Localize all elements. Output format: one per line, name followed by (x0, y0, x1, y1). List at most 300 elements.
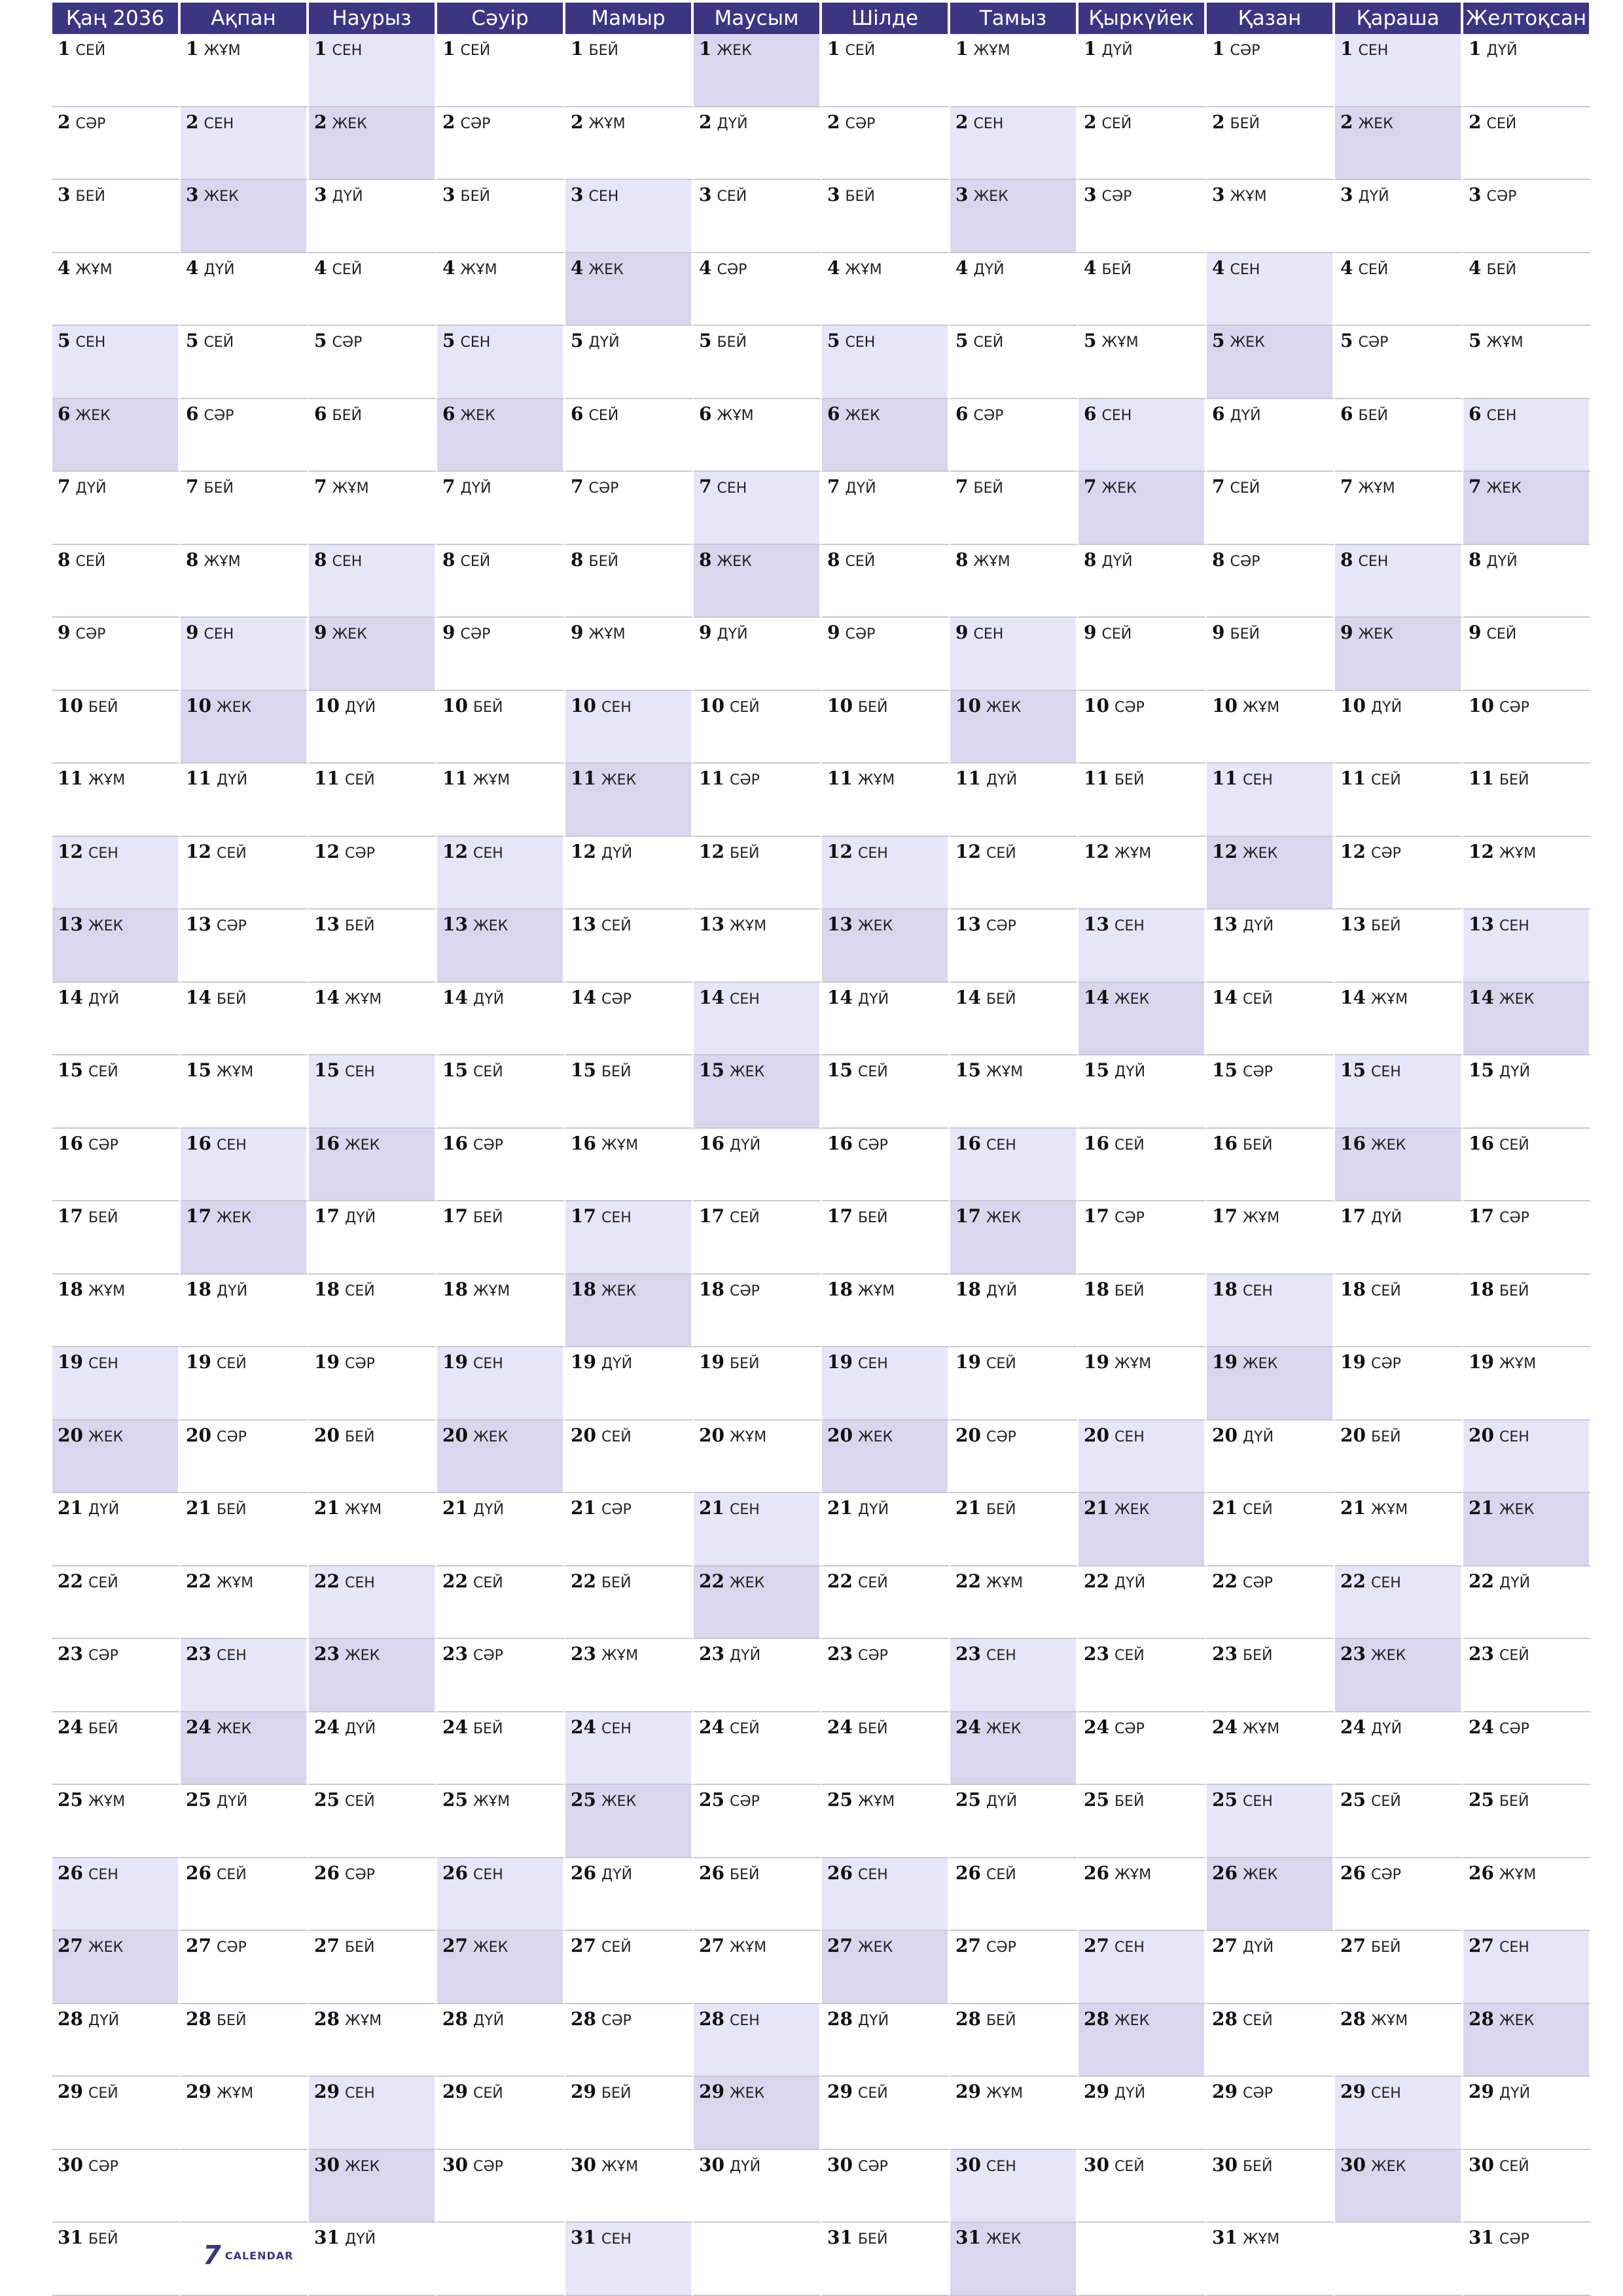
day-cell (1335, 1931, 1463, 2004)
weekday-label: ДҮЙ (344, 699, 376, 716)
day-number: 18 (186, 1278, 211, 1300)
day-number: 21 (1469, 1497, 1494, 1519)
day-number: 15 (1212, 1059, 1238, 1081)
day-cell (1079, 545, 1207, 618)
day-number: 15 (827, 1059, 853, 1081)
day-number: 11 (955, 768, 981, 789)
day-cell (565, 180, 694, 253)
day-cell (565, 2004, 694, 2077)
weekday-label: ДҮЙ (1242, 1939, 1274, 1956)
weekday-label: ДҮЙ (1242, 918, 1274, 934)
day-cell (181, 1275, 309, 1348)
weekday-label: СЕН (729, 2012, 760, 2029)
day-number: 16 (955, 1132, 981, 1154)
weekday-label: СЕЙ (1370, 1282, 1401, 1299)
day-number: 14 (1340, 986, 1366, 1008)
day-cell (309, 618, 437, 691)
weekday-label: ЖҰМ (1358, 480, 1395, 497)
weekday-label: СЕЙ (344, 1793, 375, 1810)
day-cell (1335, 472, 1463, 545)
weekday-label: ЖҰМ (216, 1064, 254, 1080)
day-number: 3 (314, 184, 327, 205)
day-cell (52, 1858, 181, 1932)
weekday-label: ДҮЙ (986, 772, 1018, 788)
weekday-label: ЖҰМ (986, 1064, 1024, 1080)
weekday-label: ЖҰМ (857, 1282, 895, 1299)
day-cell (822, 1712, 950, 1786)
day-number: 17 (1212, 1205, 1238, 1227)
weekday-label: СЕЙ (88, 1064, 118, 1080)
weekday-label: СЕЙ (88, 1574, 118, 1591)
day-number: 28 (827, 2007, 853, 2030)
weekday-label: СӘР (1242, 1574, 1273, 1591)
weekday-label: ДҮЙ (88, 1502, 120, 1518)
weekday-label: СЕЙ (729, 1720, 760, 1737)
weekday-label: СЕЙ (460, 553, 491, 570)
weekday-label: ДҮЙ (1114, 2085, 1146, 2102)
weekday-label: ДҮЙ (601, 845, 633, 862)
day-number: 5 (571, 330, 584, 351)
day-number: 24 (699, 1716, 724, 1738)
weekday-label: ДҮЙ (729, 1137, 761, 1154)
day-cell (1079, 837, 1207, 910)
day-number: 7 (442, 476, 455, 497)
day-number: 25 (955, 1789, 981, 1810)
empty-day-cell (181, 2150, 309, 2223)
day-number: 6 (58, 402, 71, 425)
day-cell (1335, 1566, 1463, 1640)
day-cell (694, 2077, 822, 2150)
day-number: 8 (699, 548, 712, 571)
day-number: 31 (58, 2227, 83, 2248)
day-cell (950, 1275, 1079, 1348)
day-cell (1207, 399, 1335, 472)
weekday-label: СӘР (460, 115, 491, 132)
day-number: 2 (1340, 111, 1353, 133)
day-number: 6 (955, 402, 969, 425)
day-cell (309, 472, 437, 545)
day-number: 2 (571, 111, 584, 133)
day-cell (1335, 180, 1463, 253)
day-cell (950, 326, 1079, 399)
day-number: 1 (1469, 38, 1482, 60)
day-number: 21 (58, 1497, 83, 1519)
day-cell (1079, 1493, 1207, 1566)
day-number: 3 (827, 184, 840, 205)
day-cell (694, 545, 822, 618)
weekday-label: БЕЙ (204, 480, 234, 497)
day-number: 8 (1340, 548, 1353, 571)
weekday-label: ЖҰМ (1230, 188, 1267, 205)
day-number: 5 (1084, 330, 1097, 351)
day-cell (1335, 2004, 1463, 2077)
weekday-label: ЖЕК (601, 772, 637, 788)
day-cell (565, 1639, 694, 1712)
day-cell (52, 1129, 181, 1202)
day-number: 3 (186, 184, 199, 205)
weekday-label: ЖЕК (601, 1793, 637, 1810)
day-cell (565, 1347, 694, 1421)
day-number: 28 (571, 2007, 596, 2030)
day-number: 22 (1084, 1570, 1109, 1592)
day-number: 7 (186, 476, 199, 497)
day-cell (1463, 1493, 1592, 1566)
day-cell (822, 1275, 950, 1348)
weekday-label: СӘР (1358, 334, 1389, 351)
day-cell (1335, 107, 1463, 181)
weekday-label: СЕЙ (986, 1866, 1016, 1883)
day-cell (437, 691, 565, 764)
day-number: 30 (1340, 2153, 1366, 2176)
day-cell (52, 545, 181, 618)
day-cell (694, 910, 822, 983)
day-cell (950, 107, 1079, 181)
day-cell (950, 764, 1079, 837)
day-number: 24 (1084, 1716, 1109, 1738)
day-number: 16 (442, 1132, 468, 1154)
day-number: 16 (827, 1132, 853, 1154)
day-cell (822, 1055, 950, 1129)
day-number: 28 (442, 2007, 468, 2030)
weekday-label: ДҮЙ (1114, 1574, 1146, 1591)
day-number: 8 (827, 548, 840, 571)
day-number: 17 (1340, 1205, 1366, 1227)
day-cell (1463, 837, 1592, 910)
day-number: 15 (314, 1059, 340, 1081)
day-cell (1463, 983, 1592, 1056)
day-number: 9 (699, 622, 712, 643)
day-cell (694, 691, 822, 764)
day-cell (1335, 1421, 1463, 1494)
weekday-label: ЖҰМ (216, 2085, 254, 2102)
day-cell (309, 1858, 437, 1932)
day-cell (1079, 1566, 1207, 1640)
weekday-label: СӘР (460, 626, 491, 643)
day-cell (181, 983, 309, 1056)
weekday-label: БЕЙ (344, 1939, 375, 1956)
weekday-label: ДҮЙ (1230, 407, 1261, 424)
day-cell (565, 399, 694, 472)
day-cell (822, 253, 950, 327)
day-cell (309, 1055, 437, 1129)
day-number: 5 (1469, 330, 1482, 351)
day-number: 18 (827, 1278, 853, 1300)
day-cell (694, 1275, 822, 1348)
day-number: 27 (1084, 1935, 1109, 1956)
day-number: 18 (1084, 1278, 1109, 1300)
weekday-label: БЕЙ (332, 407, 362, 424)
weekday-label: СЕЙ (729, 699, 760, 716)
day-number: 9 (827, 622, 840, 643)
weekday-label: СЕЙ (1370, 1793, 1401, 1810)
weekday-label: ДҮЙ (216, 1793, 248, 1810)
day-number: 27 (1469, 1935, 1494, 1956)
weekday-label: ЖҰМ (1370, 2012, 1408, 2029)
day-number: 6 (1469, 402, 1482, 425)
day-cell (1207, 34, 1335, 107)
weekday-label: ЖЕК (473, 1428, 508, 1445)
weekday-label: СӘР (986, 918, 1016, 934)
day-number: 8 (1084, 548, 1097, 571)
weekday-label: ЖҰМ (88, 1793, 126, 1810)
weekday-label: БЕЙ (344, 918, 375, 934)
weekday-label: ЖҰМ (729, 1428, 767, 1445)
weekday-label: БЕЙ (75, 188, 105, 205)
day-cell (181, 180, 309, 253)
weekday-label: СЕЙ (204, 334, 234, 351)
month-header: Қаң 2036 (52, 3, 181, 34)
weekday-label: СӘР (986, 1939, 1016, 1956)
day-cell (1207, 253, 1335, 327)
day-number: 14 (1469, 986, 1494, 1008)
day-cell (822, 1347, 950, 1421)
day-cell (52, 2223, 181, 2296)
day-cell (1207, 837, 1335, 910)
day-number: 29 (955, 2081, 981, 2102)
weekday-label: БЕЙ (717, 334, 747, 351)
day-number: 22 (571, 1570, 596, 1592)
day-cell (565, 910, 694, 983)
day-cell (1463, 2004, 1592, 2077)
weekday-label: СӘР (1486, 188, 1517, 205)
weekday-label: ДҮЙ (588, 334, 620, 351)
day-number: 24 (1469, 1716, 1494, 1738)
day-number: 9 (571, 622, 584, 643)
day-number: 20 (1340, 1424, 1366, 1446)
weekday-label: СӘР (1370, 845, 1401, 862)
day-number: 21 (955, 1497, 981, 1519)
weekday-label: СЕН (216, 1137, 247, 1154)
day-cell (52, 1347, 181, 1421)
day-number: 18 (314, 1278, 340, 1300)
day-cell (1079, 1785, 1207, 1858)
day-number: 25 (699, 1789, 724, 1810)
day-cell (52, 107, 181, 181)
day-number: 2 (699, 111, 712, 133)
weekday-label: СЕН (1358, 43, 1389, 59)
day-number: 30 (1469, 2153, 1494, 2176)
day-number: 3 (442, 184, 455, 205)
day-cell (309, 1566, 437, 1640)
day-cell (181, 545, 309, 618)
day-cell (181, 1566, 309, 1640)
day-cell (822, 1421, 950, 1494)
weekday-label: ЖҰМ (1114, 1356, 1152, 1372)
day-cell (694, 1931, 822, 2004)
day-number: 20 (442, 1424, 468, 1446)
weekday-label: ЖЕК (344, 1137, 380, 1154)
weekday-label: СӘР (845, 626, 876, 643)
weekday-label: БЕЙ (1114, 1793, 1145, 1810)
weekday-label: СӘР (857, 2158, 888, 2175)
day-cell (950, 2150, 1079, 2223)
weekday-label: СЕН (473, 1866, 503, 1883)
day-number: 21 (442, 1497, 468, 1519)
day-number: 19 (186, 1351, 211, 1373)
day-cell (950, 2004, 1079, 2077)
weekday-label: ЖЕК (845, 407, 880, 424)
day-cell (52, 1712, 181, 1786)
weekday-label: СЕЙ (1101, 626, 1132, 643)
weekday-label: СЕЙ (986, 1356, 1016, 1372)
day-number: 23 (955, 1643, 981, 1665)
weekday-label: ЖҰМ (344, 991, 382, 1008)
day-number: 28 (1212, 2007, 1238, 2030)
weekday-label: СЕЙ (588, 407, 619, 424)
day-number: 27 (827, 1935, 853, 1956)
weekday-label: СЕН (344, 2085, 375, 2102)
day-cell (1079, 472, 1207, 545)
day-cell (950, 1347, 1079, 1421)
day-cell (1463, 34, 1592, 107)
day-number: 30 (827, 2153, 853, 2176)
weekday-label: ЖЕК (857, 918, 893, 934)
day-number: 4 (955, 256, 969, 279)
day-number: 4 (442, 256, 455, 279)
weekday-label: СӘР (344, 1356, 375, 1372)
day-number: 23 (1084, 1643, 1109, 1665)
day-number: 31 (571, 2227, 596, 2248)
day-number: 23 (699, 1643, 724, 1665)
weekday-label: СӘР (88, 2158, 118, 2175)
day-cell (1207, 1347, 1335, 1421)
day-cell (52, 1566, 181, 1640)
day-number: 9 (58, 622, 71, 643)
day-cell (1463, 2150, 1592, 2223)
weekday-label: ДҮЙ (1101, 43, 1133, 59)
weekday-label: СӘР (845, 115, 876, 132)
day-cell (52, 837, 181, 910)
day-cell (950, 2077, 1079, 2150)
weekday-label: ЖЕК (1358, 115, 1393, 132)
weekday-label: ДҮЙ (1370, 1720, 1402, 1737)
day-cell (1335, 399, 1463, 472)
day-number: 4 (186, 256, 199, 279)
day-cell (822, 618, 950, 691)
day-cell (950, 1566, 1079, 1640)
day-cell (181, 764, 309, 837)
day-cell (52, 180, 181, 253)
day-number: 31 (1469, 2227, 1494, 2248)
month-header: Мамыр (565, 3, 694, 34)
day-number: 27 (58, 1935, 83, 1956)
weekday-label: СӘР (729, 1793, 760, 1810)
day-number: 14 (827, 986, 853, 1008)
day-cell (52, 1785, 181, 1858)
day-cell (1207, 545, 1335, 618)
weekday-label: СӘР (1230, 553, 1260, 570)
weekday-label: СӘР (1499, 2231, 1529, 2248)
logo-seven-mark: 7 (203, 2240, 221, 2270)
weekday-label: СЕН (845, 334, 876, 351)
day-number: 26 (58, 1862, 83, 1884)
day-number: 1 (58, 38, 71, 60)
day-number: 12 (827, 840, 853, 862)
day-number: 26 (1340, 1862, 1366, 1884)
weekday-label: СЕН (1114, 1939, 1145, 1956)
weekday-label: ЖҰМ (1486, 334, 1524, 351)
day-cell (1207, 180, 1335, 253)
weekday-label: ЖЕК (1101, 480, 1137, 497)
day-number: 22 (1212, 1570, 1238, 1592)
month-header: Қазан (1207, 3, 1335, 34)
day-cell (437, 910, 565, 983)
weekday-label: ЖЕК (216, 1210, 252, 1226)
day-cell (950, 399, 1079, 472)
day-cell (950, 1201, 1079, 1275)
weekday-label: БЕЙ (1499, 1793, 1529, 1810)
day-number: 19 (58, 1351, 83, 1373)
weekday-label: СЕЙ (75, 553, 106, 570)
day-cell (309, 1275, 437, 1348)
day-number: 15 (571, 1059, 596, 1081)
day-number: 22 (827, 1570, 853, 1592)
month-header: Наурыз (309, 3, 437, 34)
weekday-label: БЕЙ (1114, 772, 1145, 788)
weekday-label: СӘР (1101, 188, 1132, 205)
day-cell (437, 837, 565, 910)
day-cell (309, 2223, 437, 2296)
day-number: 18 (955, 1278, 981, 1300)
day-number: 3 (1084, 184, 1097, 205)
weekday-label: СЕЙ (460, 43, 491, 59)
weekday-label: СЕН (473, 1356, 503, 1372)
weekday-label: СЕЙ (1114, 1648, 1145, 1664)
weekday-label: СЕЙ (216, 1866, 247, 1883)
weekday-label: СЕН (75, 334, 106, 351)
day-cell (694, 1566, 822, 1640)
day-number: 25 (58, 1789, 83, 1810)
day-cell (181, 1421, 309, 1494)
weekday-label: СЕН (204, 115, 234, 132)
weekday-label: СЕН (332, 553, 363, 570)
day-number: 7 (571, 476, 584, 497)
day-number: 6 (1084, 402, 1097, 425)
weekday-label: СЕЙ (1114, 2158, 1145, 2175)
day-number: 21 (1212, 1497, 1238, 1519)
weekday-label: ЖЕК (1370, 2158, 1406, 2175)
day-cell (1463, 1347, 1592, 1421)
day-number: 1 (955, 38, 969, 60)
day-number: 28 (699, 2007, 724, 2030)
day-number: 26 (827, 1862, 853, 1884)
day-cell (1463, 1566, 1592, 1640)
day-number: 11 (571, 768, 596, 789)
day-number: 29 (442, 2081, 468, 2102)
day-number: 28 (1469, 2007, 1494, 2030)
day-cell (437, 618, 565, 691)
weekday-label: СЕЙ (1486, 115, 1517, 132)
day-cell (309, 2077, 437, 2150)
weekday-label: СӘР (473, 1648, 503, 1664)
day-cell (52, 1493, 181, 1566)
day-cell (52, 1055, 181, 1129)
weekday-label: СӘР (216, 1939, 247, 1956)
day-cell (181, 1055, 309, 1129)
weekday-label: ЖҰМ (88, 772, 126, 788)
weekday-label: БЕЙ (857, 1210, 888, 1226)
day-cell (1207, 2077, 1335, 2150)
weekday-label: СЕЙ (845, 553, 876, 570)
day-number: 19 (571, 1351, 596, 1373)
day-cell (950, 1493, 1079, 1566)
day-cell (565, 1858, 694, 1932)
weekday-label: СӘР (973, 407, 1004, 424)
day-number: 21 (1084, 1497, 1109, 1519)
day-cell (1207, 1785, 1335, 1858)
day-cell (822, 326, 950, 399)
day-number: 11 (827, 768, 853, 789)
